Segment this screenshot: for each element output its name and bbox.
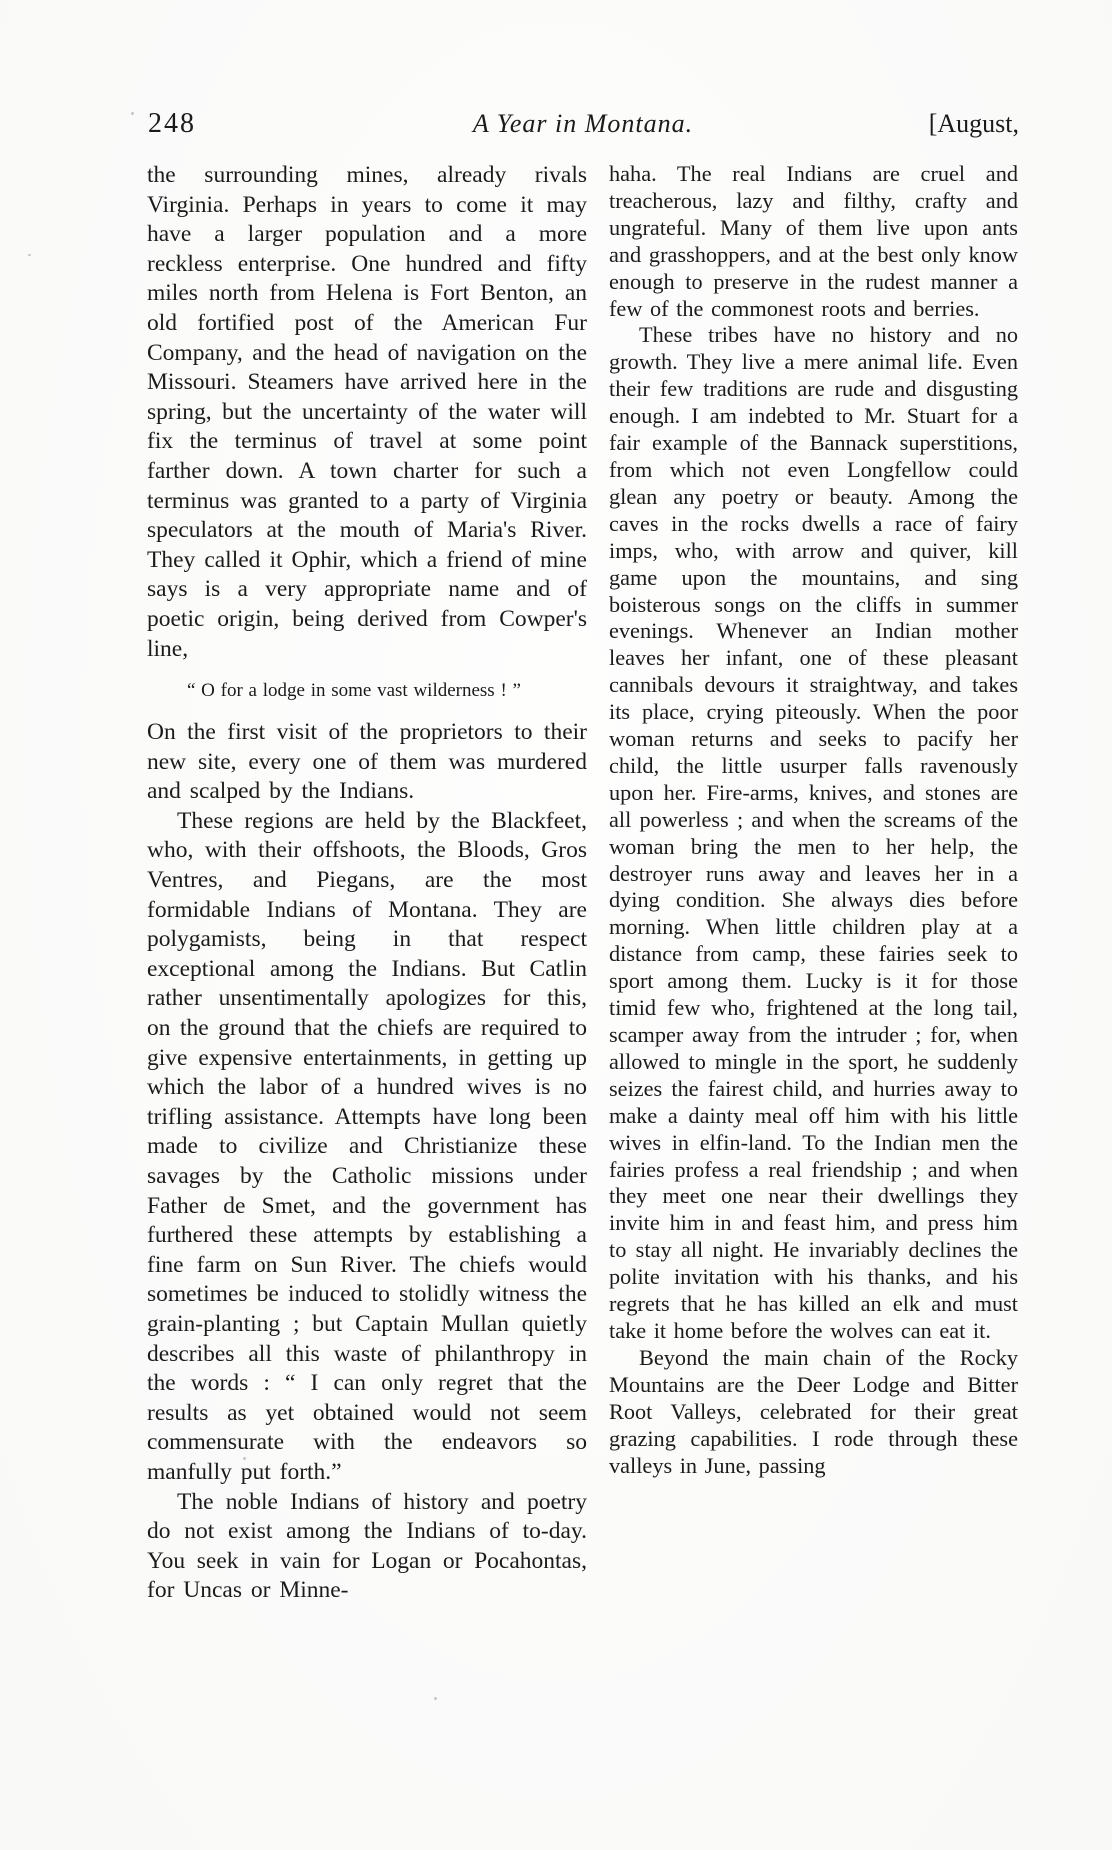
paragraph: On the first visit of the proprietors to their new site, every one of them was murdered and scalped by the Indians.	[147, 719, 587, 805]
scan-speck	[28, 254, 31, 256]
paragraph: These regions are held by the Blackfeet, who, with their offshoots, the Bloods, Gros Ventres, and Piegans, are the most formidable Indians of Montana. They are polygamists, being in that respect exceptional among the Indians. But Catlin rather unsentimentally apologizes for this, on the ground that the chiefs are required to give expensive entertainments, in getting up which the labor of a hundred wives is no trifling assistance. Attempts have long been made to civilize and Christianize these savages by the Catholic missions under Father de Smet, and the government has furthered these attempts by establishing a fine farm on Sun River. The chiefs would sometimes be induced to stolidly witness the grain-planting ; but Captain Mullan quietly describes all this waste of philanthropy in the words : “ I can only regret that the results as yet obtained would not seem commensurate with the endeavors so manfully put forth.”	[147, 807, 587, 1485]
left-text-column	[147, 161, 587, 1606]
scan-speck	[434, 1697, 437, 1700]
paragraph: These tribes have no history and no growth. They live a mere animal life. Even their few traditions are rude and disgusting enough. I am indebted to Mr. Stuart for a fair example of the Bannack superstitions, from which not even Longfellow could glean any poetry or beauty. Among the caves in the rocks dwells a race of fairy imps, who, with arrow and quiver, kill game upon the mountains, and sing boisterous songs on the cliffs in summer evenings. Whenever an Indian mother leaves her infant, one of these pleasant cannibals devours it straightway, and takes its place, crying piteously. When the poor woman returns and seeks to pacify her child, the little usurper falls ravenously upon her. Fire-arms, knives, and stones are all powerless ; and when the screams of the woman bring the men to her help, the destroyer runs away and leaves her in a dying condition. She always dies before morning. When little children play at a distance from camp, these fairies seek to sport among them. Lucky is it for those timid few who, frightened at the long tail, scamper away from the intruder ; for, when allowed to mingle in the sport, he suddenly seizes the fairest child, and hurries away to make a dainty meal off him with his little wives in elfin-land. To the Indian men the fairies profess a real friendship ; and when they meet one near their dwellings they invite him in and feast him, and press him to stay all night. He invariably declines the polite invitation with his thanks, and his regrets that he has killed an elk and must take it home before the wolves can eat it.	[609, 322, 1018, 1343]
running-title: A Year in Montana.	[472, 109, 694, 138]
page-header	[147, 106, 1019, 146]
page-number: 248	[148, 108, 196, 139]
scan-speck	[131, 112, 134, 115]
paragraph: haha. The real Indians are cruel and treacherous, lazy and filthy, crafty and ungrateful. Many of them live upon ants and grasshoppers, and at the best only know enough to preserve in the rudest manner a few of the commonest roots and berries.	[609, 161, 1018, 321]
paragraph: Beyond the main chain of the Rocky Mountains are the Deer Lodge and Bitter Root Valleys, celebrated for their great grazing capabilities. I rode through these valleys in June, passing	[609, 1344, 1018, 1478]
issue-date: [August,	[928, 109, 1019, 138]
paragraph: The noble Indians of history and poetry do not exist among the Indians of to-day. You seek in vain for Logan or Pocahontas, for Uncas or Minne-	[147, 1488, 587, 1604]
paragraph: the surrounding mines, already rivals Virginia. Perhaps in years to come it may have a larger population and a more reckless enterprise. One hundred and fifty miles north from Helena is Fort Benton, an old fortified post of the American Fur Company, and the head of navigation on the Missouri. Steamers have arrived here in the spring, but the uncertainty of the water will fix the terminus of travel at some point farther down. A town charter for such a terminus was granted to a party of Virginia speculators at the mouth of Maria's River. They called it Ophir, which a friend of mine says is a very appropriate name and of poetic origin, being derived from Cowper's line,	[147, 162, 587, 662]
block-quote: “ O for a lodge in some vast wilderness ! ”	[187, 680, 521, 702]
right-text-column	[609, 161, 1018, 1479]
